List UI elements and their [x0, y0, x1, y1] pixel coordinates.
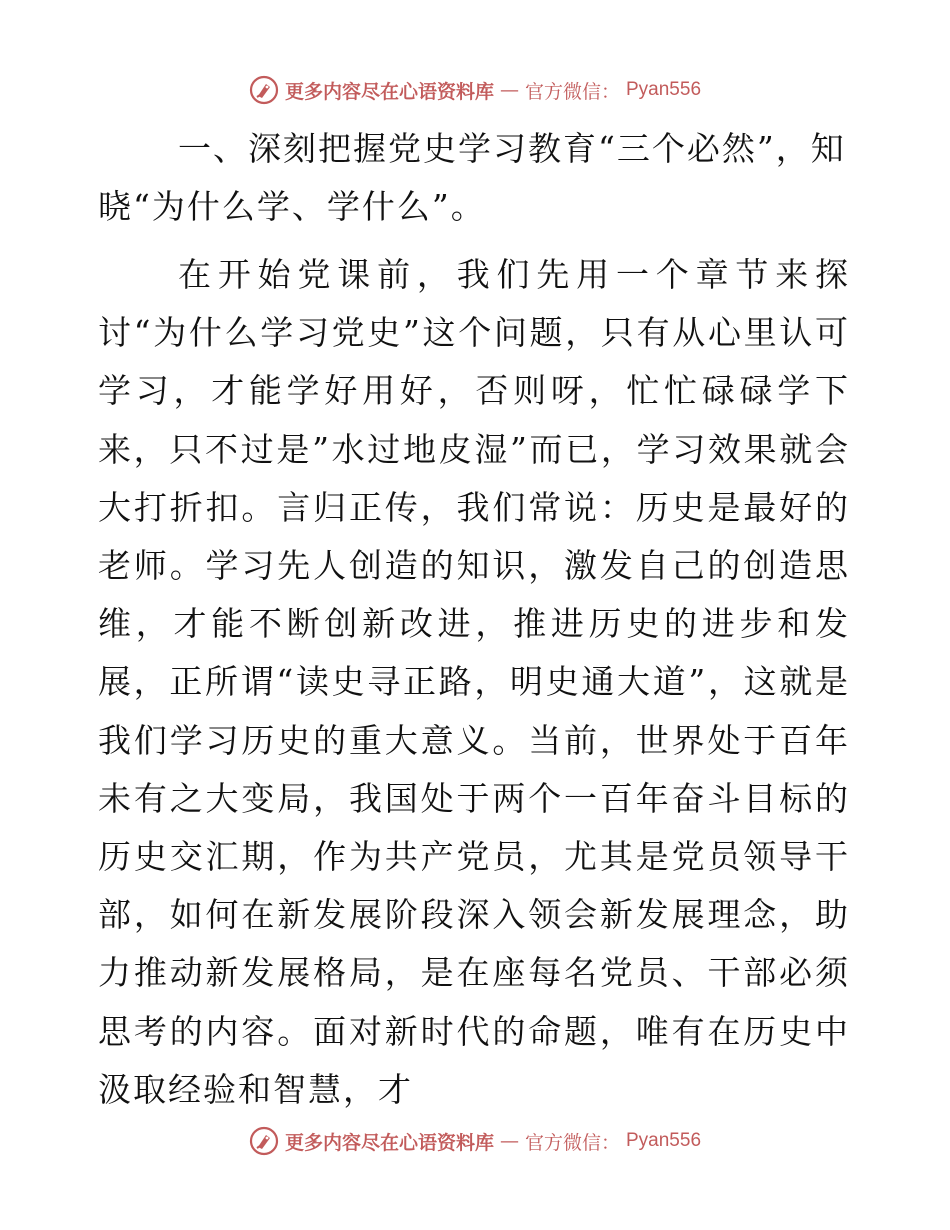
banner-dash: —: [499, 1130, 519, 1152]
footer-watermark-banner: [0, 1121, 950, 1161]
pen-nib-seal-icon: [249, 75, 279, 105]
banner-wechat-label: 官方微信：: [524, 80, 620, 103]
header-watermark-banner: [0, 70, 950, 110]
banner-dash: —: [499, 79, 519, 101]
banner-wechat-label: 官方微信：: [524, 1131, 620, 1154]
banner-main-text: 更多内容尽在心语资料库: [284, 1131, 494, 1154]
pen-nib-seal-icon: [249, 1126, 279, 1156]
section-heading: 一、深刻把握党史学习教育“三个必然”，知晓“为什么学、学什么”。: [98, 129, 846, 226]
banner-wechat-id: Pyan556: [626, 79, 702, 100]
document-body: [98, 120, 850, 1119]
body-paragraph: 在开始党课前，我们先用一个章节来探讨“为什么学习党史”这个问题，只有从心里认可学习，才能学好用好，否则呀，忙忙碌碌学下来，只不过是”水过地皮湿”而已，学习效果就会大打折扣。言归正传，我们常说：历史是最好的老师。学习先人创造的知识，激发自己的创造思维，才能不断创新改进，推进历史的进步和发展，正所谓“读史寻正路，明史通大道”，这就是我们学习历史的重大意义。当前，世界处于百年未有之大变局，我国处于两个一百年奋斗目标的历史交汇期，作为共产党员，尤其是党员领导干部，如何在新发展阶段深入领会新发展理念，助力推动新发展格局，是在座每名党员、干部必须思考的内容。面对新时代的命题，唯有在历史中汲取经验和智慧，才: [98, 255, 850, 1109]
banner-main-text: 更多内容尽在心语资料库: [284, 80, 494, 103]
banner-wechat-id: Pyan556: [626, 1130, 702, 1151]
